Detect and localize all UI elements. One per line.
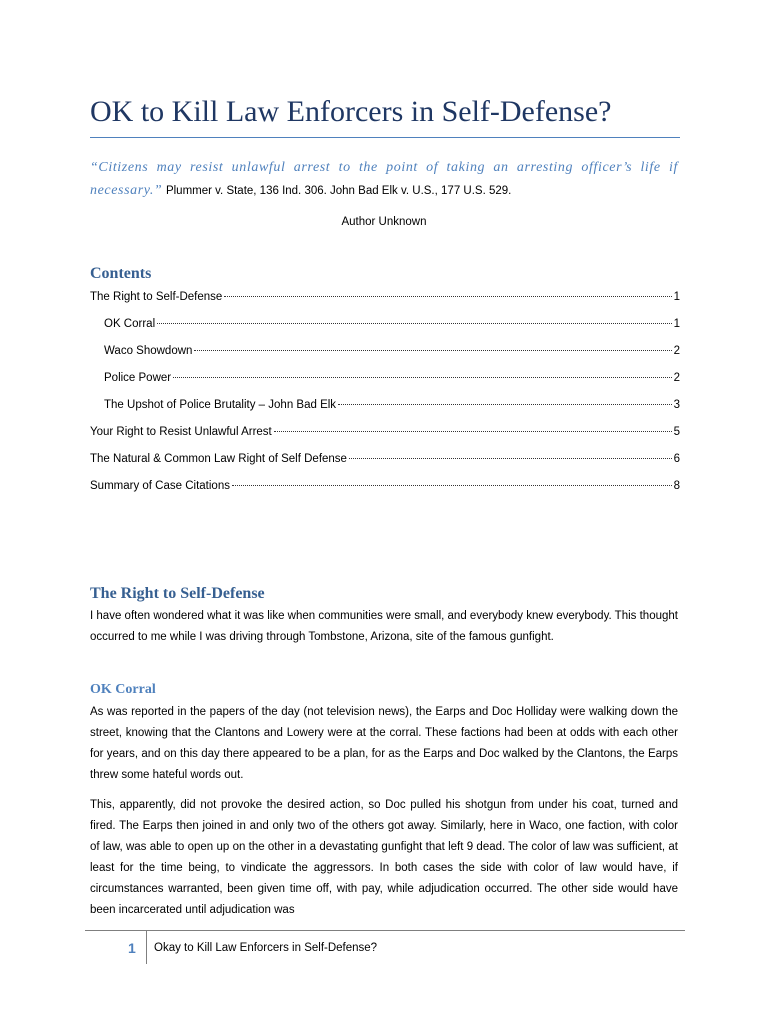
- toc-entry-page: 2: [673, 345, 680, 357]
- section-heading: The Right to Self-Defense: [90, 585, 265, 602]
- toc-entry-case-citations[interactable]: [90, 476, 680, 503]
- contents-heading: Contents: [90, 265, 152, 282]
- subsection-heading: OK Corral: [90, 682, 156, 697]
- toc-entry-page: 8: [673, 480, 680, 492]
- intro-paragraph: I have often wondered what it was like when communities were small, and everybody knew everybody. This thought occurred to me while I was driving through Tombstone, Arizona, site of the famous gunfight.: [90, 610, 678, 643]
- toc-entry-label: Waco Showdown: [104, 345, 193, 357]
- epigraph: [90, 156, 678, 202]
- footer-separator: [146, 930, 147, 964]
- toc-entry-label: Summary of Case Citations: [90, 480, 230, 492]
- title-underline: [90, 137, 680, 138]
- toc-leader-dots: [232, 485, 672, 486]
- toc-entry-page: 2: [673, 372, 680, 384]
- toc-entry-label: OK Corral: [104, 318, 156, 330]
- toc-leader-dots: [173, 377, 671, 378]
- toc-entry-label: The Right to Self-Defense: [90, 291, 223, 303]
- footer-page-number: 1: [128, 940, 136, 956]
- toc-entry-label: The Upshot of Police Brutality – John Bad Elk: [104, 399, 337, 411]
- toc-entry-page: 3: [673, 399, 680, 411]
- toc-entry-page: 6: [673, 453, 680, 465]
- toc-entry-label: Your Right to Resist Unlawful Arrest: [90, 426, 272, 438]
- toc-entry-label: The Natural & Common Law Right of Self Defense: [90, 453, 347, 465]
- body-paragraph-1: As was reported in the papers of the day (not television news), the Earps and Doc Holliday were walking down the street, knowing that the Clantons and Lowery were at the corral. These factions had been at odds with each other for years, and on this day there appeared to be a plan, for as the Earps and Doc walked by the Clantons, the Earps threw some hateful words out.: [90, 706, 678, 781]
- toc-entry-page: 5: [673, 426, 680, 438]
- epigraph-quote: “Citizens may resist unlawful arrest to the point of taking an arresting officer’s life if necessary.”: [90, 160, 678, 198]
- toc-leader-dots: [338, 404, 672, 405]
- toc-entry-ok-corral[interactable]: [90, 314, 680, 341]
- document-title: OK to Kill Law Enforcers in Self-Defense?: [90, 95, 612, 128]
- toc-leader-dots: [157, 323, 671, 324]
- toc-entry-resist-unlawful-arrest[interactable]: [90, 422, 680, 449]
- footer-running-title: Okay to Kill Law Enforcers in Self-Defense?: [154, 942, 378, 954]
- toc-leader-dots: [194, 350, 671, 351]
- footer-rule: [85, 930, 685, 931]
- toc-entry-police-power[interactable]: [90, 368, 680, 395]
- toc-leader-dots: [224, 296, 671, 297]
- toc-entry-page: 1: [673, 291, 680, 303]
- toc-entry-waco-showdown[interactable]: [90, 341, 680, 368]
- toc-leader-dots: [274, 431, 672, 432]
- toc-entry-label: Police Power: [104, 372, 172, 384]
- epigraph-citation: Plummer v. State, 136 Ind. 306. John Bad Elk v. U.S., 177 U.S. 529.: [165, 185, 512, 197]
- toc-entry-right-to-self-defense[interactable]: [90, 287, 680, 314]
- toc-leader-dots: [349, 458, 672, 459]
- toc-entry-natural-common-law[interactable]: [90, 449, 680, 476]
- toc-entry-upshot-police-brutality[interactable]: [90, 395, 680, 422]
- author-line: Author Unknown: [341, 216, 427, 228]
- toc-entry-page: 1: [673, 318, 680, 330]
- table-of-contents: [90, 287, 680, 503]
- body-paragraph-2: This, apparently, did not provoke the desired action, so Doc pulled his shotgun from under his coat, turned and fired. The Earps then joined in and only two of the others got away. Similarly, here in Waco, one faction, with color of law, was able to open up on the other in a devastating gunfight that left 9 dead. The color of law was sufficient, at least for the time being, to vindicate the aggressors. In both cases the side with color of law would have, if circumstances warranted, been given time off, with pay, while adjudication occurred. The other side would have been incarcerated until adjudication was: [90, 799, 678, 916]
